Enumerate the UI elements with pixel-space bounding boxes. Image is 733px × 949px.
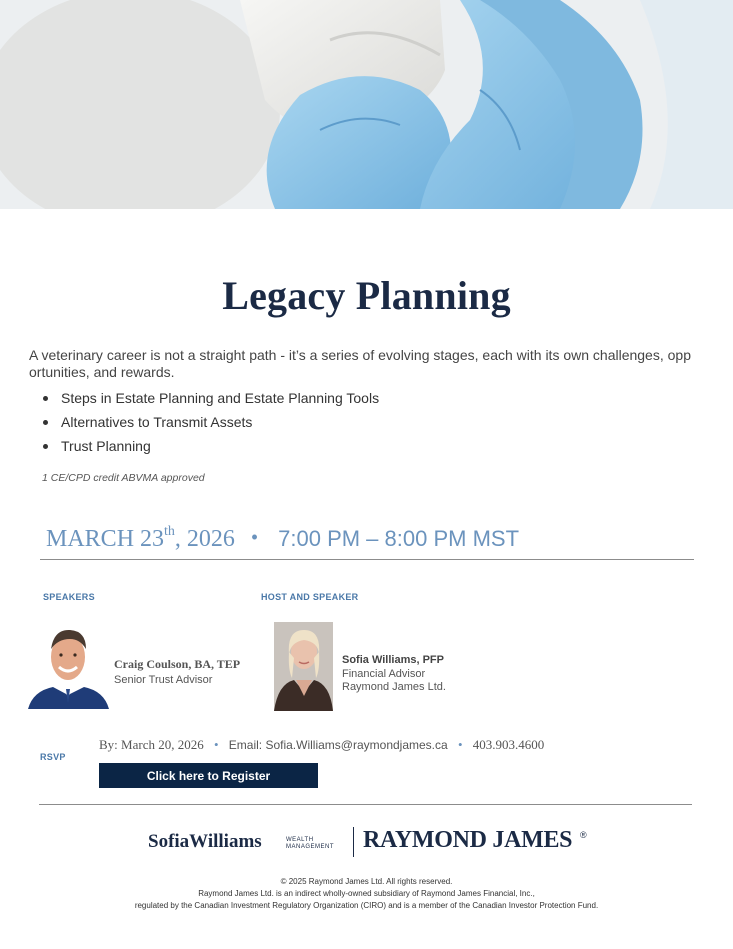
speakers-label: SPEAKERS xyxy=(43,592,95,602)
list-item: Steps in Estate Planning and Estate Planning Tools xyxy=(43,386,379,410)
datetime-separator: • xyxy=(251,527,258,547)
speaker-role: Senior Trust Advisor xyxy=(114,674,213,686)
host-photo xyxy=(274,622,333,711)
list-item: Alternatives to Transmit Assets xyxy=(43,410,379,434)
speaker-photo xyxy=(28,623,109,709)
sofia-williams-logo-text: SofiaWilliams xyxy=(148,831,262,852)
rsvp-separator: • xyxy=(457,737,463,752)
host-company: Raymond James Ltd. xyxy=(342,681,446,693)
bullet-icon xyxy=(43,420,48,425)
logo-divider xyxy=(353,827,354,857)
intro-line-1: A veterinary career is not a straight path - it’s a series of evolving stages, each with its own challenges, opp xyxy=(29,347,691,363)
register-button[interactable]: Click here to Register xyxy=(99,763,318,788)
host-name: Sofia Williams, PFP xyxy=(342,654,444,666)
topic-list xyxy=(43,386,379,458)
rsvp-separator: • xyxy=(213,737,219,752)
legal-line-2: regulated by the Canadian Investment Regulatory Organization (CIRO) and is a member of the Canadian Investor Protection Fund. xyxy=(134,901,599,910)
event-date: MARCH 23 xyxy=(46,526,165,552)
registered-mark: ® xyxy=(580,830,587,840)
host-role: Financial Advisor xyxy=(342,668,426,680)
hero-image xyxy=(0,0,733,209)
bullet-icon xyxy=(43,396,48,401)
copyright-text: © 2025 Raymond James Ltd. All rights reserved. xyxy=(280,877,453,886)
rsvp-email[interactable]: Email: Sofia.Williams@raymondjames.ca xyxy=(228,738,448,752)
gloved-hands-paw-illustration xyxy=(0,0,733,209)
speaker-name: Craig Coulson, BA, TEP xyxy=(114,657,241,671)
raymond-james-logo-text: RAYMOND JAMES xyxy=(363,827,573,853)
bullet-icon xyxy=(43,444,48,449)
list-item: Trust Planning xyxy=(43,434,379,458)
rsvp-label: RSVP xyxy=(40,752,66,762)
credit-note: 1 CE/CPD credit ABVMA approved xyxy=(42,472,205,484)
host-label: HOST AND SPEAKER xyxy=(261,592,359,602)
divider xyxy=(40,559,694,560)
intro-paragraph xyxy=(29,347,694,381)
page-title: Legacy Planning xyxy=(222,273,511,318)
intro-line-2: ortunities, and rewards. xyxy=(29,364,175,380)
event-datetime xyxy=(46,526,519,558)
rsvp-deadline: By: March 20, 2026 xyxy=(99,737,204,752)
event-year: , 2026 xyxy=(174,526,235,552)
event-time: 7:00 PM – 8:00 PM MST xyxy=(278,526,520,551)
rsvp-phone[interactable]: 403.903.4600 xyxy=(472,737,545,752)
event-date-suffix: th xyxy=(164,524,175,539)
divider xyxy=(39,804,692,805)
rsvp-details xyxy=(99,737,544,753)
wealth-management-logo-text: WEALTH MANAGEMENT xyxy=(286,837,335,850)
legal-line-1: Raymond James Ltd. is an indirect wholly-owned subsidiary of Raymond James Financial, Inc., xyxy=(198,889,535,898)
